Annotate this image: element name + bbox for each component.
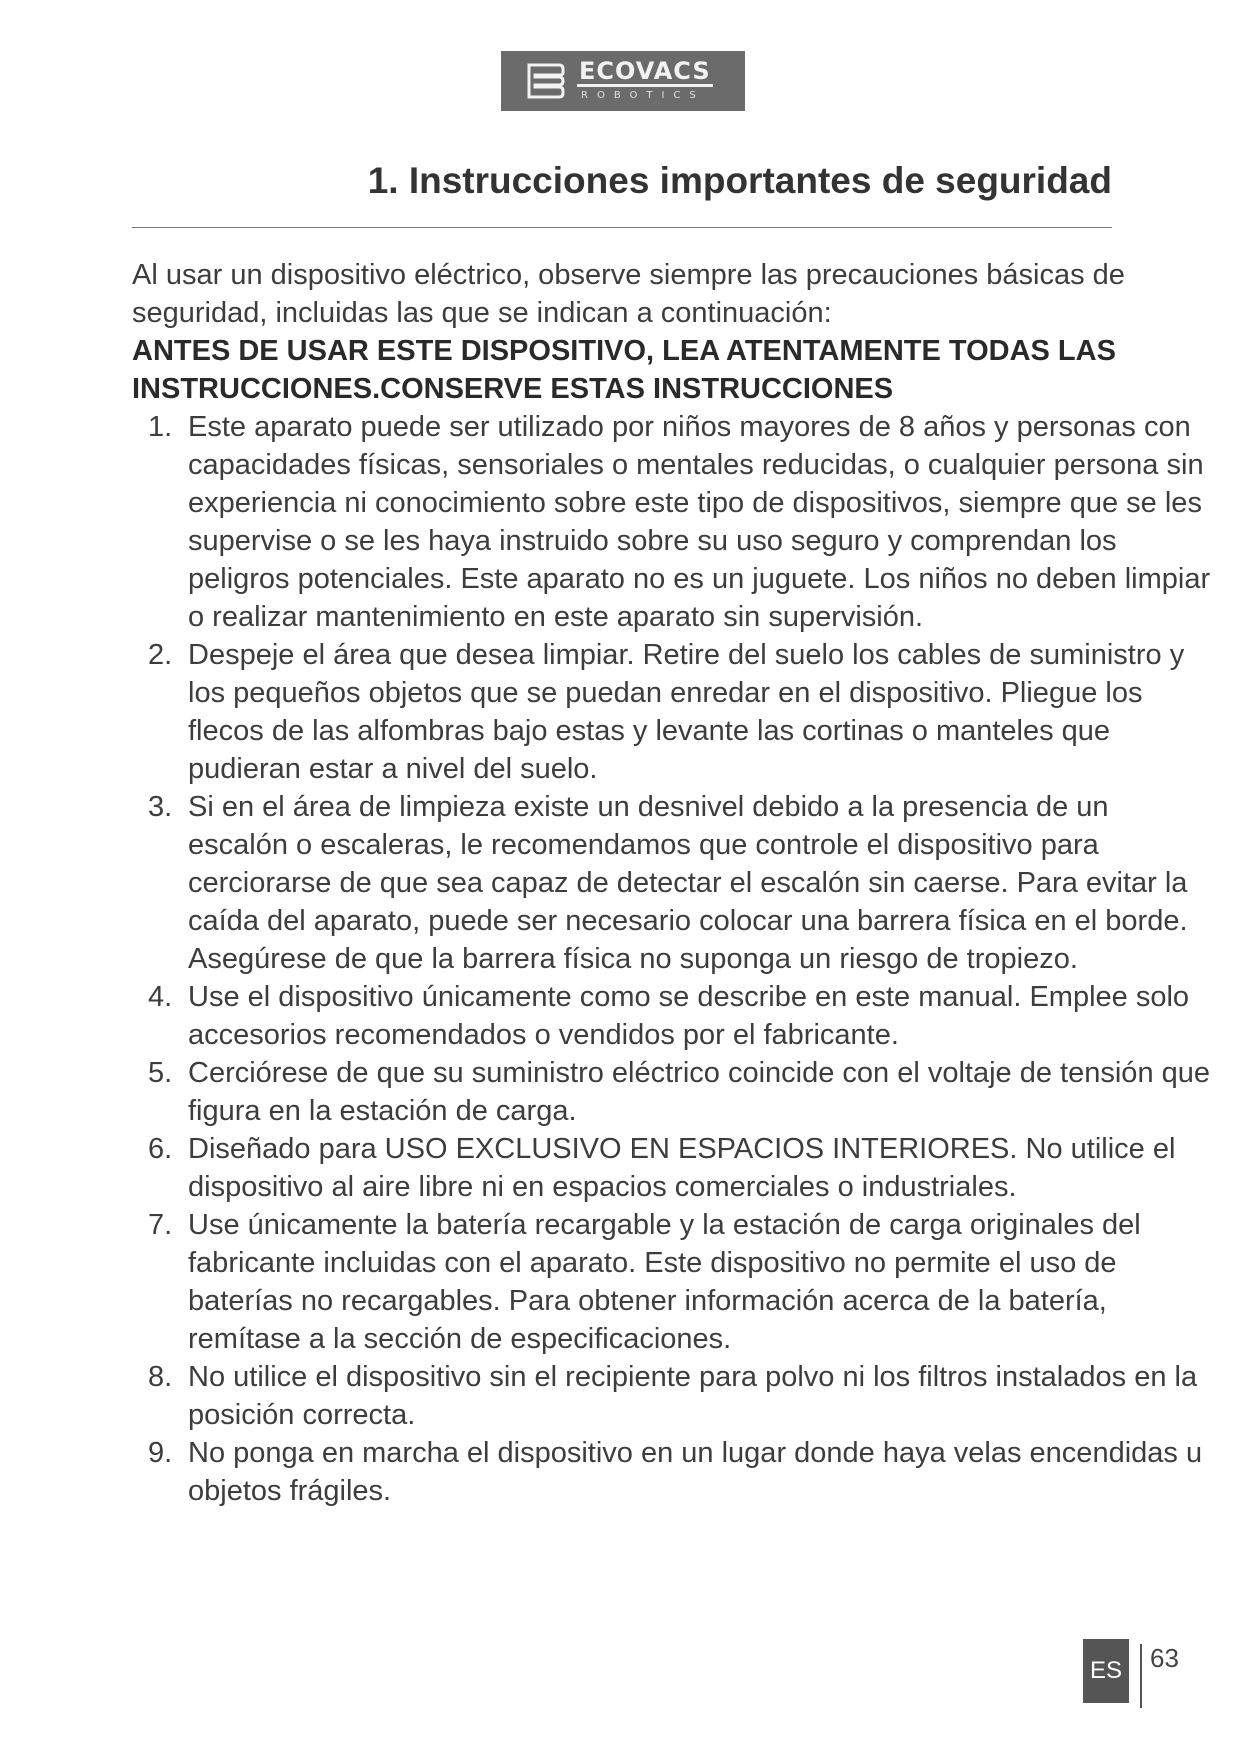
safety-instructions-list <box>132 408 1212 1510</box>
list-item <box>132 636 1212 788</box>
item-text: No ponga en marcha el dispositivo en un lugar donde haya velas encendidas u objetos frágiles. <box>188 1437 1203 1507</box>
item-number: 5. <box>148 1057 173 1089</box>
document-body <box>132 256 1212 1510</box>
item-number: 4. <box>148 981 173 1013</box>
item-number: 6. <box>148 1133 173 1165</box>
list-item <box>132 1358 1212 1434</box>
list-item <box>132 1206 1212 1358</box>
ecovacs-mark-icon <box>525 61 565 101</box>
item-text: Cerciórese de que su suministro eléctrico coincide con el voltaje de tensión que figura en la estación de carga. <box>188 1057 1211 1127</box>
item-number: 3. <box>148 791 173 823</box>
logo-wordmark: ECOVACS <box>579 57 711 85</box>
list-item <box>132 408 1212 636</box>
ecovacs-logo <box>501 51 745 111</box>
item-number: 7. <box>148 1209 173 1241</box>
warning-paragraph: ANTES DE USAR ESTE DISPOSITIVO, LEA ATENTAMENTE TODAS LAS INSTRUCCIONES.CONSERVE ESTAS INSTRUCCIONES <box>132 335 1116 405</box>
item-number: 2. <box>148 639 173 671</box>
item-text: Despeje el área que desea limpiar. Retire del suelo los cables de suministro y los pequeños objetos que se puedan enredar en el dispositivo. Pliegue los flecos de las alfombras bajo estas y levante las cortinas o manteles que pudieran estar a nivel del suelo. <box>188 639 1185 785</box>
item-number: 8. <box>148 1361 173 1393</box>
logo-subtitle: ROBOTICS <box>581 90 705 101</box>
title-divider <box>132 227 1112 228</box>
list-item <box>132 1054 1212 1130</box>
item-text: Si en el área de limpieza existe un desnivel debido a la presencia de un escalón o escaleras, le recomendamos que controle el dispositivo para cerciorarse de que sea capaz de detectar el escalón sin caerse. Para evitar la caída del aparato, puede ser necesario colocar una barrera física en el borde. Asegúrese de que la barrera física no suponga un riesgo de tropiezo. <box>188 791 1188 975</box>
section-title: 1. Instrucciones importantes de seguridad <box>367 160 1112 201</box>
item-number: 9. <box>148 1437 173 1469</box>
item-text: No utilice el dispositivo sin el recipiente para polvo ni los filtros instalados en la posición correcta. <box>188 1361 1198 1431</box>
item-text: Use únicamente la batería recargable y la estación de carga originales del fabricante incluidas con el aparato. Este dispositivo no permite el uso de baterías no recargables. Para obtener información acerca de la batería, remítase a la sección de especificaciones. <box>188 1209 1141 1355</box>
footer-divider <box>1140 1644 1142 1708</box>
item-text: Este aparato puede ser utilizado por niños mayores de 8 años y personas con capacidades físicas, sensoriales o mentales reducidas, o cualquier persona sin experiencia ni conocimiento sobre este tipo de dispositivos, siempre que se les supervise o se les haya instruido sobre su uso seguro y comprendan los peligros potenciales. Este aparato no es un juguete. Los niños no deben limpiar o realizar mantenimiento en este aparato sin supervisión. <box>188 411 1211 633</box>
list-item <box>132 978 1212 1054</box>
item-number: 1. <box>148 411 173 443</box>
item-text: Use el dispositivo únicamente como se describe en este manual. Emplee solo accesorios recomendados o vendidos por el fabricante. <box>188 981 1190 1051</box>
page-number: 63 <box>1150 1643 1179 1673</box>
language-badge: ES <box>1083 1639 1129 1703</box>
list-item <box>132 788 1212 978</box>
intro-paragraph: Al usar un dispositivo eléctrico, observe siempre las precauciones básicas de seguridad, incluidas las que se indican a continuación: <box>132 259 1125 329</box>
list-item <box>132 1130 1212 1206</box>
list-item <box>132 1434 1212 1510</box>
item-text: Diseñado para USO EXCLUSIVO EN ESPACIOS INTERIORES. No utilice el dispositivo al aire libre ni en espacios comerciales o industriales. <box>188 1133 1176 1203</box>
